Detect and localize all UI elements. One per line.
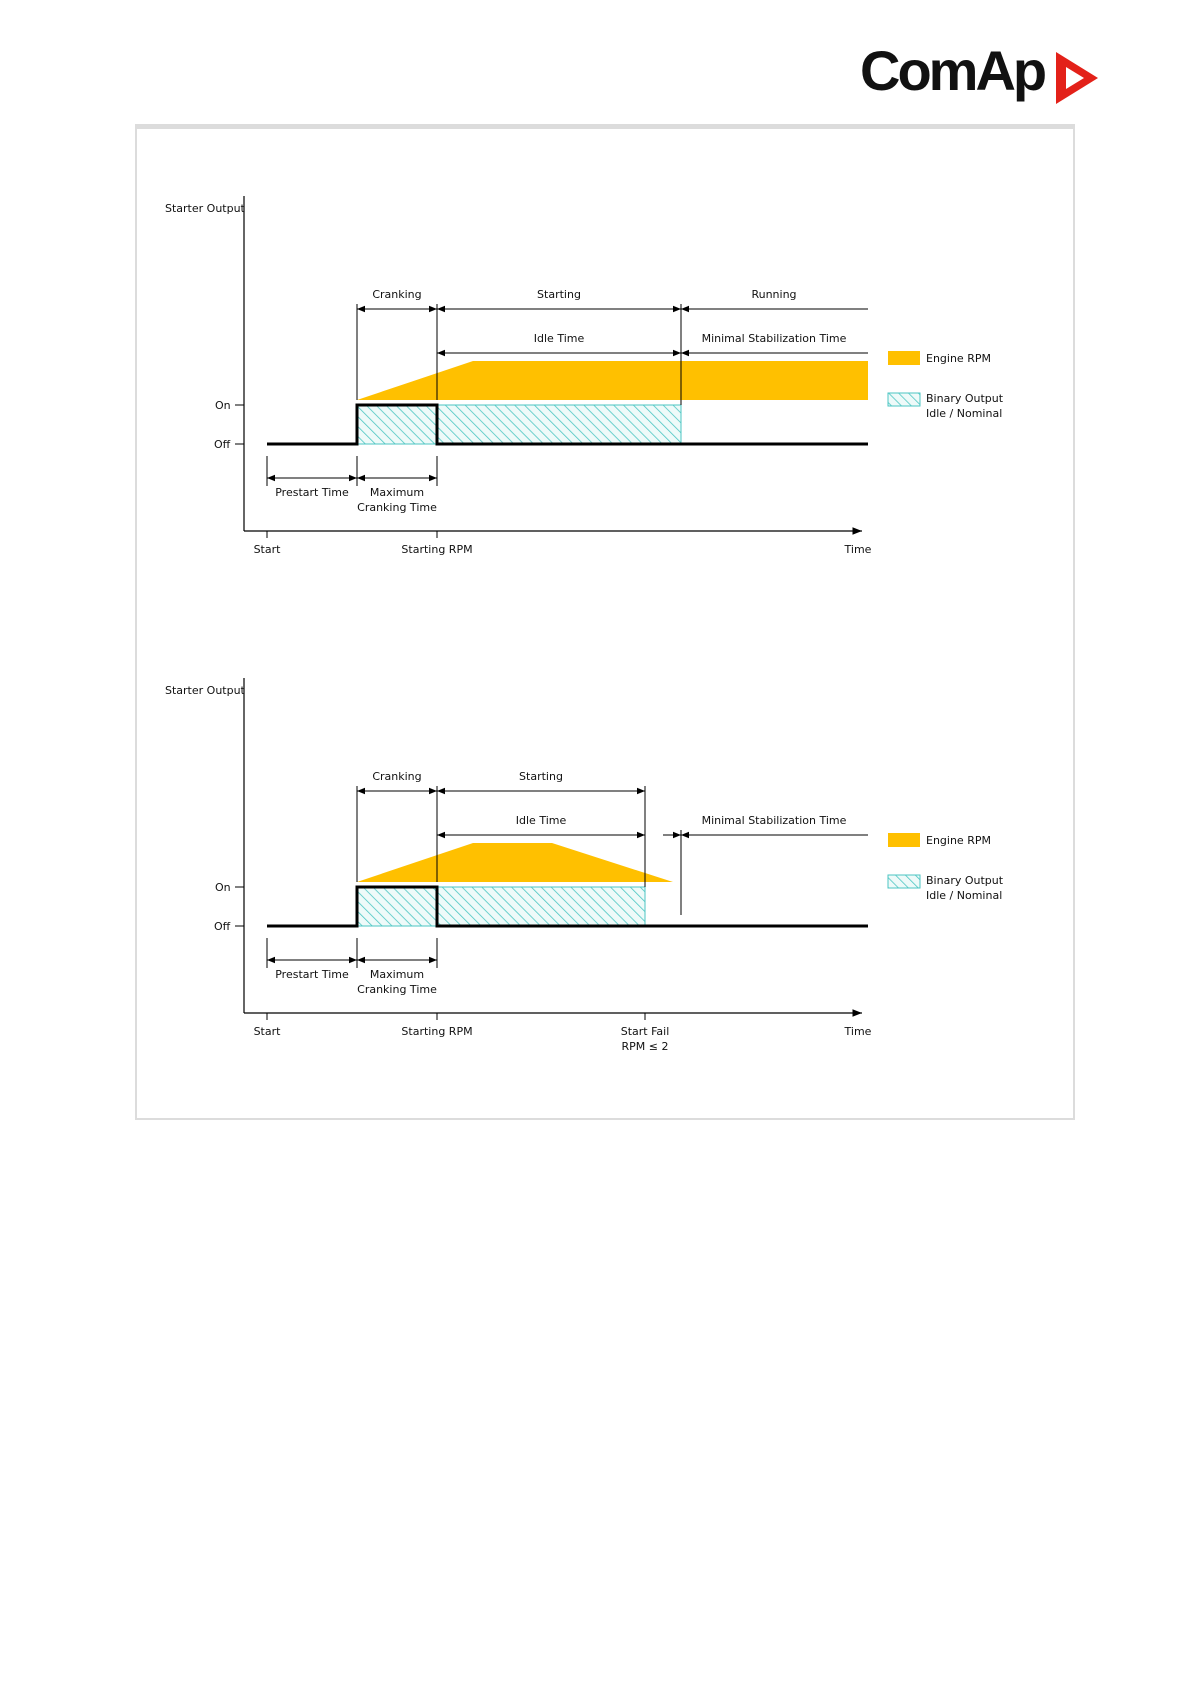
max-cranking-label-2: Cranking Time [357, 501, 437, 514]
off-label: Off [214, 438, 231, 451]
legend-engine-rpm-swatch [888, 833, 920, 847]
y-axis-label: Starter Output [165, 202, 245, 215]
engine-rpm-area [357, 843, 673, 882]
y-axis-label: Starter Output [165, 684, 245, 697]
x-tick-time: Time [844, 1025, 872, 1038]
legend-binary-output-swatch [888, 393, 920, 406]
legend-binary-output-label-2: Idle / Nominal [926, 889, 1003, 902]
off-label: Off [214, 920, 231, 933]
starting-label: Starting [537, 288, 581, 301]
x-tick-start: Start [253, 543, 281, 556]
legend-engine-rpm-label: Engine RPM [926, 834, 991, 847]
idle-time-label: Idle Time [533, 332, 585, 345]
max-cranking-label-1: Maximum [369, 968, 425, 981]
diagram-start-fail [0, 670, 1191, 1060]
binary-output-area [357, 887, 645, 926]
x-tick-starting-rpm: Starting RPM [401, 543, 473, 556]
logo-arrow-icon [1052, 50, 1102, 106]
legend-binary-output-swatch [888, 875, 920, 888]
comap-logo [860, 39, 1110, 108]
on-label: On [215, 881, 231, 894]
min-stab-label: Minimal Stabilization Time [701, 814, 847, 827]
prestart-label: Prestart Time [275, 968, 349, 981]
starting-label: Starting [519, 770, 563, 783]
legend-engine-rpm-label: Engine RPM [926, 352, 991, 365]
engine-rpm-area [357, 361, 868, 400]
min-stab-label: Minimal Stabilization Time [701, 332, 847, 345]
binary-output-area [357, 405, 681, 444]
cranking-label: Cranking [372, 288, 422, 301]
x-tick-start: Start [253, 1025, 281, 1038]
cranking-label: Cranking [372, 770, 422, 783]
x-tick-starting-rpm: Starting RPM [401, 1025, 473, 1038]
x-tick-start-fail-1: Start Fail [620, 1025, 670, 1038]
logo-wordmark: ComAp [860, 39, 1045, 102]
running-label: Running [751, 288, 797, 301]
x-tick-time: Time [844, 543, 872, 556]
max-cranking-label-2: Cranking Time [357, 983, 437, 996]
legend-engine-rpm-swatch [888, 351, 920, 365]
max-cranking-label-1: Maximum [369, 486, 425, 499]
legend-binary-output-label-2: Idle / Nominal [926, 407, 1003, 420]
legend-binary-output-label-1: Binary Output [926, 874, 1004, 887]
diagram-normal-start [0, 190, 1191, 570]
on-label: On [215, 399, 231, 412]
x-tick-start-fail-2: RPM ≤ 2 [621, 1040, 669, 1053]
prestart-label: Prestart Time [275, 486, 349, 499]
idle-time-label: Idle Time [515, 814, 567, 827]
legend-binary-output-label-1: Binary Output [926, 392, 1004, 405]
